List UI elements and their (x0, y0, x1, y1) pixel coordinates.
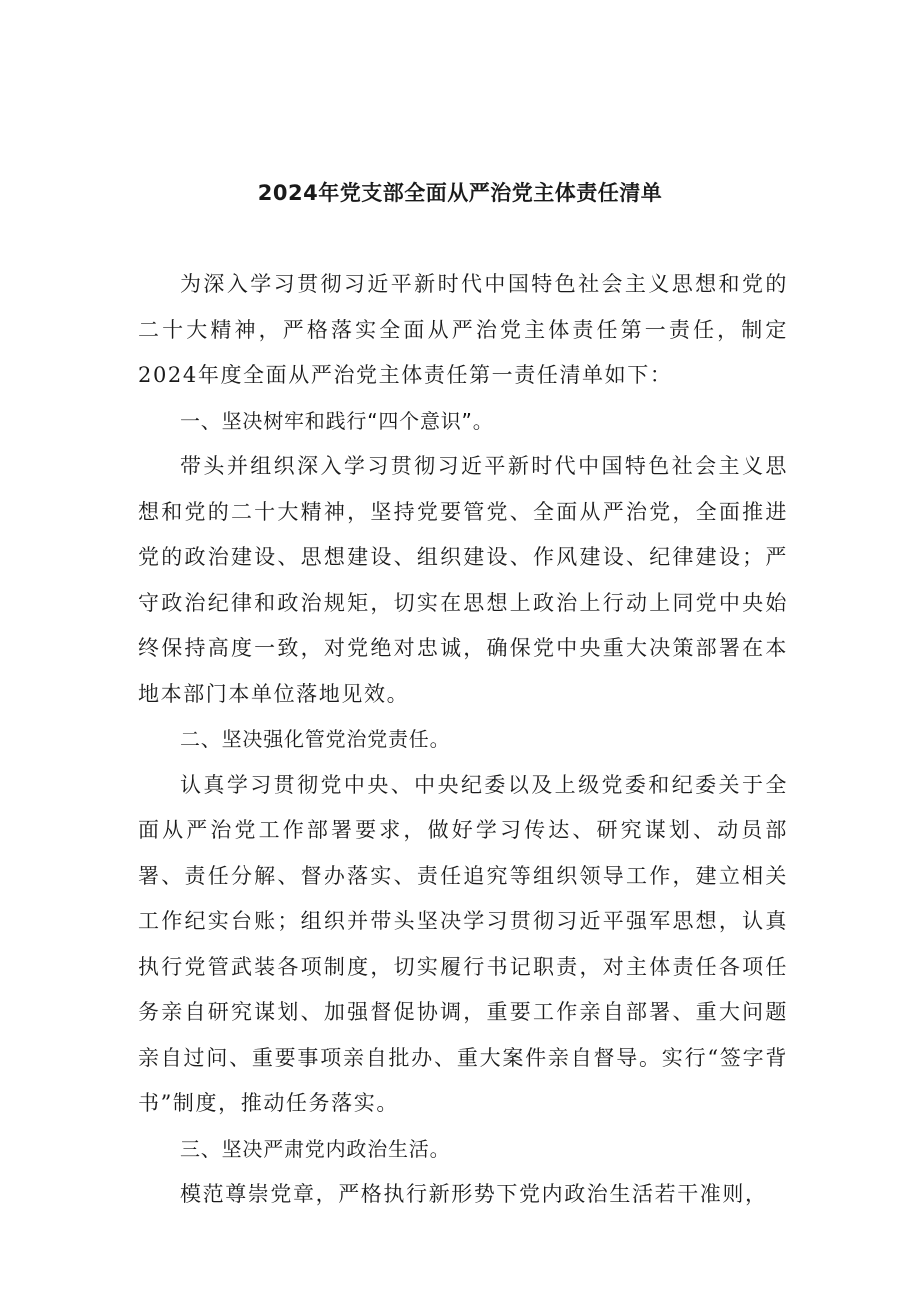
section-2-text: 认真学习贯彻党中央、中央纪委以及上级党委和纪委关于全面从严治党工作部署要求，做好学习传达、研究谋划、动员部署、责任分解、督办落实、责任追究等组织领导工作，建立相关工作纪实台账；组织并带头坚决学习贯彻习近平强军思想，认真执行党管武装各项制度，切实履行书记职责，对主体责任各项任务亲自研究谋划、加强督促协调，重要工作亲自部署、重大问题亲自过问、重要事项亲自批办、重大案件亲自督导。实行“签字背书”制度，推动任务落实。 (138, 772, 788, 1115)
section-3-heading: 三、坚决严肃党内政治生活。 (180, 1136, 451, 1161)
section-2-heading: 二、坚决强化管党治党责任。 (180, 727, 451, 751)
section-1-heading: 一、坚决树牢和践行“四个意识”。 (180, 408, 494, 433)
section-1-text: 带头并组织深入学习贯彻习近平新时代中国特色社会主义思想和党的二十大精神，坚持党要管党、全面从严治党，全面推进党的政治建设、思想建设、组织建设、作风建设、纪律建设；严守政治纪律和政治规矩，切实在思想上政治上行动上同党中央始终保持高度一致，对党绝对忠诚，确保党中央重大决策部署在本地本部门本单位落地见效。 (138, 454, 788, 706)
intro-paragraph: 为深入学习贯彻习近平新时代中国特色社会主义思想和党的二十大精神，严格落实全面从严治党主体责任第一责任，制定2024年度全面从严治党主体责任第一责任清单如下： (138, 272, 788, 387)
section-3-text: 模范尊崇党章，严格执行新形势下党内政治生活若干准则， (180, 1182, 768, 1206)
document-body (138, 262, 788, 1218)
document-title: 2024年党支部全面从严治党主体责任清单 (257, 181, 663, 205)
